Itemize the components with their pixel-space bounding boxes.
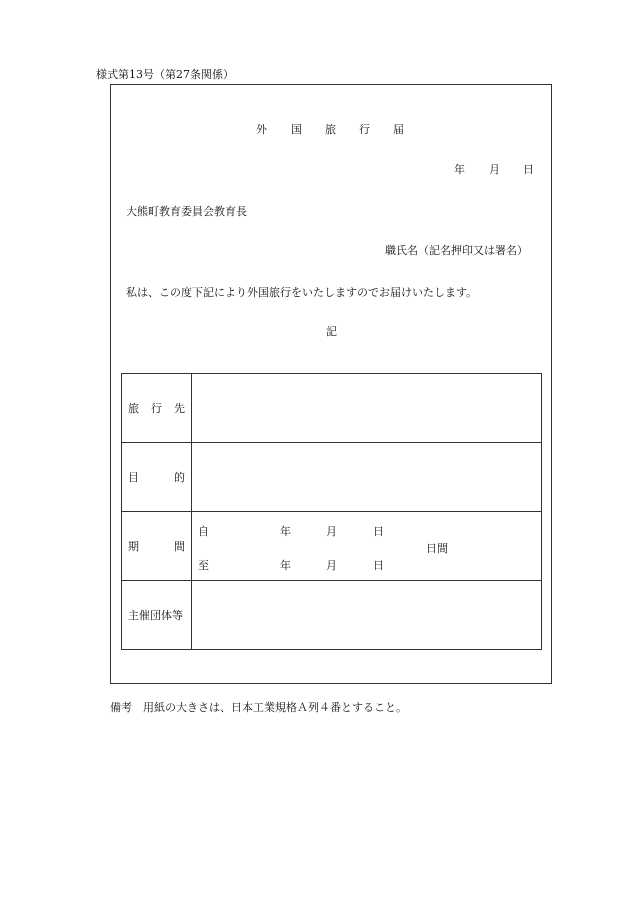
title-char-2: 国 (291, 123, 302, 136)
period-to-year: 年 (280, 559, 291, 572)
organizer-label: 主催団体等 (128, 609, 183, 622)
title-char-5: 届 (393, 123, 404, 136)
period-from-year: 年 (280, 525, 291, 538)
period-to-prefix: 至 (198, 559, 209, 572)
period-to-day: 日 (373, 559, 384, 572)
period-label-2: 間 (174, 540, 185, 553)
destination-field[interactable] (192, 374, 542, 443)
purpose-label-2: 的 (174, 471, 185, 484)
period-from-prefix: 自 (198, 525, 209, 538)
destination-label-1: 旅 (128, 402, 139, 415)
purpose-row (122, 443, 542, 512)
purpose-label-1: 目 (128, 471, 139, 484)
footnote: 備考 用紙の大きさは、日本工業規格Ａ列４番とすること。 (110, 701, 407, 714)
period-from-month: 月 (326, 525, 337, 538)
title-char-4: 行 (359, 123, 370, 136)
date-day: 日 (523, 163, 534, 176)
details-table (121, 373, 542, 650)
statement: 私は、この度下記により外国旅行をいたしますのでお届けいたします。 (126, 286, 478, 299)
period-label-1: 期 (128, 540, 139, 553)
purpose-field[interactable] (192, 443, 542, 512)
ki-label: 記 (326, 325, 337, 338)
organizer-row (122, 581, 542, 650)
form-number: 様式第13号（第27条関係） (96, 68, 234, 81)
date-year: 年 (454, 163, 465, 176)
period-row (122, 512, 542, 581)
period-field[interactable] (192, 512, 542, 581)
destination-row (122, 374, 542, 443)
title-char-1: 外 (256, 123, 267, 136)
title-char-3: 旅 (325, 123, 336, 136)
period-days-label: 日間 (426, 542, 448, 555)
period-to-month: 月 (326, 559, 337, 572)
destination-label-3: 先 (174, 402, 185, 415)
addressee: 大熊町教育委員会教育長 (126, 205, 247, 218)
period-from-day: 日 (373, 525, 384, 538)
destination-label-2: 行 (151, 402, 162, 415)
date-month: 月 (489, 163, 500, 176)
organizer-field[interactable] (192, 581, 542, 650)
signature-label: 職氏名（記名押印又は署名） (385, 244, 528, 257)
